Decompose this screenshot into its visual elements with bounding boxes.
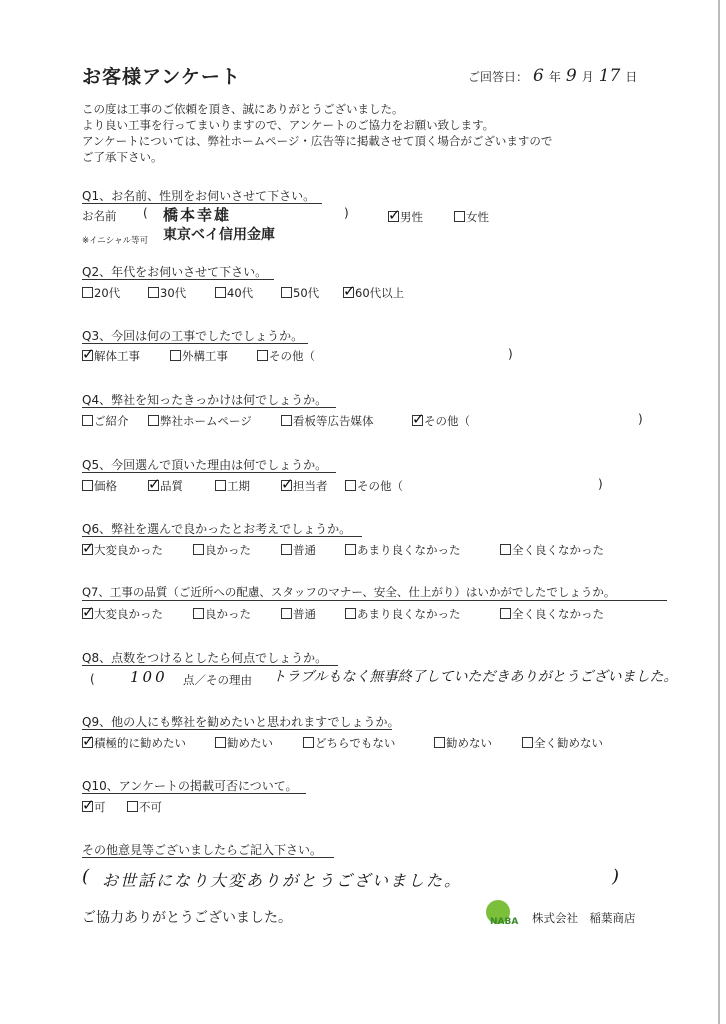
name-paren-open: (	[143, 206, 148, 220]
checkbox[interactable]	[281, 415, 292, 426]
checkbox[interactable]	[148, 415, 159, 426]
q2-label: Q2、年代をお伺いさせて下さい。	[82, 265, 268, 279]
q8-label: Q8、点数をつけるとしたら何点でしょうか。	[82, 651, 328, 665]
option-not-good-at-all[interactable]	[500, 542, 604, 558]
check-mark-icon: ✓	[82, 345, 95, 363]
option-label: どちらでもない	[315, 736, 396, 750]
check-mark-icon: ✓	[343, 282, 356, 300]
year-unit: 年	[548, 70, 561, 84]
option-label: 全く勧めない	[534, 736, 603, 750]
checkbox[interactable]	[522, 737, 533, 748]
checkbox[interactable]	[454, 211, 465, 222]
checkbox[interactable]	[345, 544, 356, 555]
checkbox[interactable]	[412, 410, 425, 428]
q3-label: Q3、今回は何の工事でしたでしょうか。	[82, 329, 304, 343]
date-month: 9	[565, 66, 577, 86]
check-mark-icon: ✓	[82, 603, 95, 621]
company-name: 株式会社 稲葉商店	[532, 911, 636, 925]
checkbox[interactable]	[215, 737, 226, 748]
option-signboard[interactable]	[281, 413, 374, 429]
option-q4-other[interactable]	[412, 410, 470, 429]
checkbox[interactable]	[82, 796, 95, 814]
q4-underline	[82, 407, 336, 408]
checkbox[interactable]	[127, 801, 138, 812]
date-label: ご回答日：	[468, 70, 529, 84]
initial-note: ※イニシャル等可	[82, 236, 149, 246]
check-mark-icon: ✓	[148, 475, 161, 493]
option-never-recommend[interactable]	[522, 735, 603, 751]
day-unit: 日	[625, 70, 638, 84]
answer-date	[468, 66, 637, 86]
option-label: 全く良くなかった	[512, 543, 604, 557]
q3-paren-close: )	[508, 347, 513, 361]
q8-paren-open: (	[90, 672, 95, 686]
checkbox[interactable]	[82, 415, 93, 426]
intro-text	[82, 101, 552, 165]
option-referral[interactable]	[82, 413, 129, 429]
option-recommend[interactable]	[215, 735, 273, 751]
checkbox[interactable]	[148, 287, 159, 298]
option-not-good[interactable]	[345, 606, 461, 622]
option-label: その他（	[357, 479, 403, 493]
option-label: 外構工事	[182, 349, 228, 363]
option-very-good[interactable]	[82, 539, 163, 558]
checkbox[interactable]	[343, 282, 356, 300]
q10-label: Q10、アンケートの掲載可否について。	[82, 779, 298, 793]
option-good[interactable]	[193, 542, 251, 558]
option-60s-plus[interactable]	[343, 282, 405, 301]
checkbox[interactable]	[193, 544, 204, 555]
option-label: 勧めたい	[227, 736, 273, 750]
option-good[interactable]	[193, 606, 251, 622]
logo-text: NABA	[490, 917, 519, 927]
option-normal[interactable]	[281, 606, 316, 622]
page-title: お客様アンケート	[82, 66, 241, 88]
checkbox[interactable]	[345, 480, 356, 491]
checkbox[interactable]	[170, 350, 181, 361]
checkbox[interactable]	[82, 480, 93, 491]
option-label: 不可	[139, 800, 162, 814]
q5-label: Q5、今回選んで頂いた理由は何でしょうか。	[82, 458, 328, 472]
check-mark-icon: ✓	[281, 475, 294, 493]
checkbox[interactable]	[500, 544, 511, 555]
reason-text[interactable]: トラブルもなく無事終了していただきありがとうございました。	[272, 669, 678, 685]
intro-line: この度は工事のご依頼を頂き、誠にありがとうございました。	[82, 102, 404, 116]
option-30s[interactable]	[148, 285, 186, 301]
q5-paren-close: )	[598, 477, 603, 491]
checkbox[interactable]	[281, 608, 292, 619]
q10-underline	[82, 793, 306, 794]
checkbox[interactable]	[281, 475, 294, 493]
check-mark-icon: ✓	[82, 539, 95, 557]
checkbox[interactable]	[345, 608, 356, 619]
option-very-good[interactable]	[82, 603, 163, 622]
option-staff[interactable]	[281, 475, 328, 494]
option-not-good-at-all[interactable]	[500, 606, 604, 622]
option-strongly-recommend[interactable]	[82, 732, 186, 751]
option-label: その他（	[424, 414, 470, 428]
option-quality[interactable]	[148, 475, 183, 494]
checkbox[interactable]	[281, 287, 292, 298]
option-20s[interactable]	[82, 285, 120, 301]
option-disallow[interactable]	[127, 799, 162, 815]
option-label: 良かった	[205, 607, 251, 621]
option-schedule[interactable]	[215, 478, 250, 494]
checkbox[interactable]	[193, 608, 204, 619]
check-mark-icon: ✓	[412, 410, 425, 428]
option-label: 価格	[94, 479, 117, 493]
intro-line: ご了承下さい。	[82, 150, 163, 164]
check-mark-icon: ✓	[82, 732, 95, 750]
option-homepage[interactable]	[148, 413, 252, 429]
option-label: 工期	[227, 479, 250, 493]
date-day: 17	[598, 66, 621, 86]
name-value[interactable]: 橋本幸雄	[163, 206, 232, 224]
other-comments-label: その他意見等ございましたらご記入下さい。	[82, 843, 323, 857]
comment-paren-close: )	[612, 866, 620, 887]
option-label: 60代以上	[355, 286, 405, 300]
option-label: 50代	[293, 286, 320, 300]
comment-text[interactable]: お世話になり大変ありがとうございました。	[102, 871, 463, 890]
option-label: 40代	[227, 286, 254, 300]
option-label: 大変良かった	[94, 543, 163, 557]
option-label: あまり良くなかった	[357, 543, 461, 557]
option-label: 普通	[293, 607, 316, 621]
option-label: 担当者	[293, 479, 328, 493]
option-normal[interactable]	[281, 542, 316, 558]
checkbox[interactable]	[82, 287, 93, 298]
option-label: その他（	[269, 349, 315, 363]
q4-label: Q4、弊社を知ったきっかけは何でしょうか。	[82, 393, 328, 407]
option-label: 可	[94, 800, 106, 814]
checkbox[interactable]	[303, 737, 314, 748]
month-unit: 月	[581, 70, 594, 84]
check-mark-icon: ✓	[388, 206, 401, 224]
option-label: 看板等広告媒体	[293, 414, 374, 428]
option-label: 男性	[400, 210, 423, 224]
checkbox[interactable]	[388, 206, 401, 224]
option-label: 品質	[160, 479, 183, 493]
option-demolition[interactable]	[82, 345, 140, 364]
checkbox[interactable]	[82, 345, 95, 363]
option-female[interactable]	[454, 209, 489, 225]
q9-underline	[82, 729, 392, 730]
checkbox[interactable]	[215, 480, 226, 491]
option-q5-other[interactable]	[345, 478, 403, 494]
option-label: あまり良くなかった	[357, 607, 461, 621]
name-paren-close: )	[344, 206, 349, 220]
option-q3-other[interactable]	[257, 348, 315, 364]
option-label: 弊社ホームページ	[160, 414, 252, 428]
name-label: お名前	[82, 209, 117, 223]
score-value[interactable]: 100	[130, 668, 168, 686]
intro-line: より良い工事を行ってまいりますので、アンケートのご協力をお願い致します。	[82, 118, 495, 132]
option-male[interactable]	[388, 206, 423, 225]
checkbox[interactable]	[257, 350, 268, 361]
option-label: 良かった	[205, 543, 251, 557]
option-neutral[interactable]	[303, 735, 395, 751]
q7-label: Q7、工事の品質（ご近所への配慮、スタッフのマナー、安全、仕上がり）はいかがでしたでしょうか。	[82, 585, 616, 599]
option-label: 普通	[293, 543, 316, 557]
thanks-message: ご協力ありがとうございました。	[82, 910, 292, 926]
q3-underline	[82, 343, 308, 344]
checkbox[interactable]	[82, 732, 95, 750]
page-edge	[718, 0, 720, 1024]
option-allow[interactable]	[82, 796, 106, 815]
q2-underline	[82, 279, 274, 280]
other-underline	[82, 857, 334, 858]
option-label: 解体工事	[94, 349, 140, 363]
option-50s[interactable]	[281, 285, 319, 301]
option-not-good[interactable]	[345, 542, 461, 558]
q7-underline	[82, 600, 667, 601]
date-year: 6	[533, 66, 544, 86]
option-not-recommend[interactable]	[434, 735, 492, 751]
checkbox[interactable]	[500, 608, 511, 619]
organization-stamp: 東京ベイ信用金庫	[163, 227, 275, 243]
checkbox[interactable]	[281, 544, 292, 555]
option-price[interactable]	[82, 478, 117, 494]
q1-label: Q1、お名前、性別をお伺いさせて下さい。	[82, 189, 316, 203]
q9-label: Q9、他の人にも弊社を勧めたいと思われますでしょうか。	[82, 715, 400, 729]
option-label: ご紹介	[94, 414, 129, 428]
option-exterior[interactable]	[170, 348, 228, 364]
option-label: 大変良かった	[94, 607, 163, 621]
option-label: 勧めない	[446, 736, 492, 750]
checkbox[interactable]	[434, 737, 445, 748]
q5-underline	[82, 472, 336, 473]
check-mark-icon: ✓	[82, 796, 95, 814]
option-label: 積極的に勧めたい	[94, 736, 186, 750]
checkbox[interactable]	[215, 287, 226, 298]
option-label: 30代	[160, 286, 187, 300]
checkbox[interactable]	[82, 603, 95, 621]
q4-paren-close: )	[638, 412, 643, 426]
score-suffix: 点／その理由	[183, 673, 252, 687]
option-label: 女性	[466, 210, 489, 224]
option-label: 全く良くなかった	[512, 607, 604, 621]
q6-label: Q6、弊社を選んで良かったとお考えでしょうか。	[82, 522, 352, 536]
option-40s[interactable]	[215, 285, 253, 301]
checkbox[interactable]	[82, 539, 95, 557]
comment-paren-open: (	[82, 866, 90, 887]
intro-line: アンケートについては、弊社ホームページ・広告等に掲載させて頂く場合がございますので	[82, 134, 553, 148]
checkbox[interactable]	[148, 475, 161, 493]
q6-underline	[82, 536, 362, 537]
option-label: 20代	[94, 286, 121, 300]
